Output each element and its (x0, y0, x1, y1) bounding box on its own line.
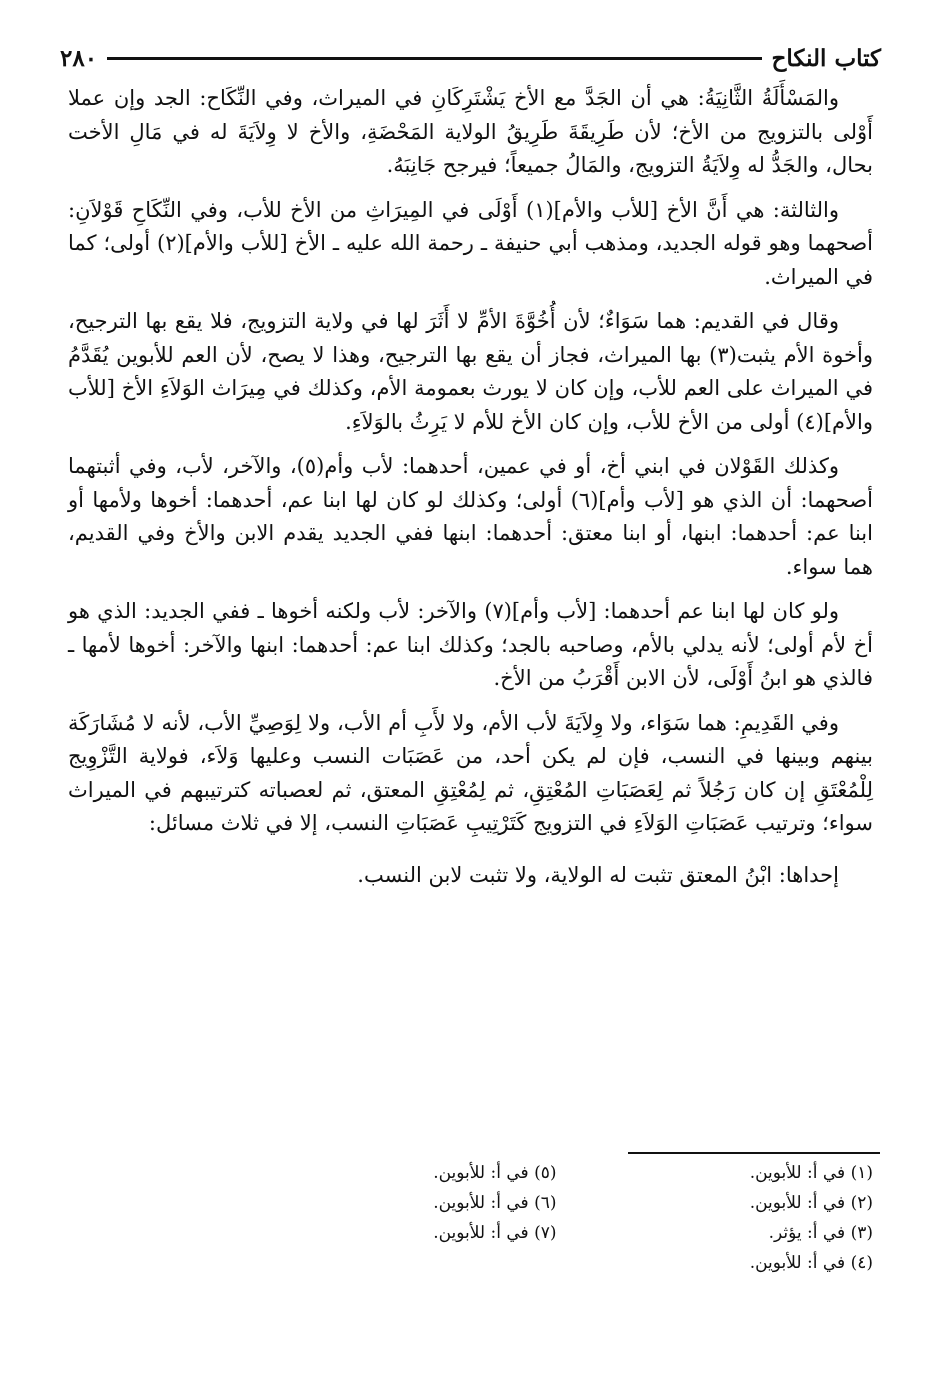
paragraph-guardianship: وفي القَدِيمِ: هما سَوَاء، ولا وِلاَيَةَ لأب الأم، ولا لأَبِ أم الأب، ولا لِوَصِيِّ الأب، لأنه لا مُشَارَكَة بينهم وبينها في النسب، فإن لم يكن أحد، من عَصَبَات النسب وعليها وَلاَء، فولاية التَّزْوِيج لِلْمُعْتَقِ إن كان رَجُلاً ثم لِعَصَبَاتِ المُعْتِقِ، ثم لِمُعْتِقِ المعتق، ثم لعصباته كترتيبهم في الميراث سواء؛ وترتيب عَصَبَاتِ الوَلاَءِ في التزويج كَتَرْتِيبِ عَصَبَاتِ النسب، إلا في ثلاث مسائل: (68, 710, 873, 835)
page-number: ٢٨٠ (60, 44, 98, 72)
paragraph-third-issue: والثالثة: هي أَنَّ الأخ [للأب والأم](١) أَوْلَى في المِيرَاثِ من الأخ للأب، وفي النِّكَاحِ قَوْلاَنِ: أصحهما وهو قوله الجديد، ومذهب أبي حنيفة ـ رحمة الله عليه ـ الأخ [للأب والأم](٢) أولى؛ كما في الميراث. (68, 197, 874, 289)
running-title: كتاب النكاح (771, 44, 881, 72)
footnote-7: (٧) في أ: للأبوين. (433, 1223, 557, 1243)
paragraph-first-exception: إحداها: ابْنُ المعتق تثبت له الولاية، ولا تثبت لابن النسب. (357, 862, 839, 887)
footnote-1: (١) في أ: للأبوين. (749, 1163, 873, 1183)
paragraph-old-opinion: وقال في القديم: هما سَوَاءٌ؛ لأن أُخُوَّةَ الأمِّ لا أَثَرَ لها في ولاية التزويج، فلا يقع بها الترجيح، وأخوة الأم يثبت(٣) بها الميراث، فجاز أن يقع بها الترجيح، وهذا لا يصح، لأن العم للأبوين يُقَدَّمُ في الميراث على العم للأب، وإن كان لا يورث بعمومة الأم، وكذلك في مِيرَاث الوَلاَءِ الأخ [للأب والأم](٤) أولى من الأخ للأب، وإن كان الأخ للأم لا يَرِثُ بالوَلاَءِ. (68, 309, 873, 434)
footnote-6: (٦) في أ: للأبوين. (433, 1193, 557, 1213)
footnote-column-right (557, 1158, 874, 1278)
paragraph-second-issue: والمَسْأَلَةُ الثَّانِيَةُ: هي أن الجَدَّ مع الأخ يَشْتَرِكَانِ في الميراث، وفي النِّكَاح: الجد وإن عملا أَوْلى بالتزويج من الأخ؛ لأن طَرِيقَةَ طَرِيقُ الولاية المَحْضَةِ، والأخ لا وِلاَيَةَ له في مَالِ الأخت بحال، والجَدُّ له وِلاَيَةُ التزويج، والمَالُ جميعاً؛ فيرجح جَانِبَهُ. (68, 86, 873, 177)
footnote-separator (628, 1152, 880, 1154)
footnote-column-left (240, 1158, 557, 1278)
main-text (68, 82, 873, 903)
page-header (60, 38, 881, 78)
header-rule (107, 57, 761, 60)
footnote-3: (٣) في أ: يؤثر. (768, 1223, 873, 1243)
paragraph-cousins: ولو كان لها ابنا عم أحدهما: [لأب وأم](٧) والآخر: لأب ولكنه أخوها ـ ففي الجديد: الذي هو أخ لأم أولى؛ لأنه يدلي بالأم، وصاحبه بالجد؛ وكذلك ابنا عم: أحدهما: ابنها والآخر: أخوها لأمها ـ فالذي هو ابنُ أَوْلَى، لأن الابن أَقْرَبُ من الأخ. (68, 599, 873, 690)
footnote-5: (٥) في أ: للأبوين. (433, 1163, 557, 1183)
footnote-4: (٤) في أ: للأبوين. (749, 1253, 873, 1273)
footnotes (240, 1158, 873, 1278)
paragraph-two-opinions: وكذلك القَوْلان في ابني أخ، أو في عمين، أحدهما: لأب وأم(٥)، والآخر، لأب، وفي أثبتهما أصحهما: أن الذي هو [لأب وأم](٦) أولى؛ وكذلك لو كان لها ابنا عم، أحدهما: أخوها ولأمها أو ابنا عم: أحدهما: ابنها، أو ابنا معتق: أحدهما: ابنها ففي الجديد يقدم الابن والأخ وفي القديم، هما سواء. (68, 454, 873, 579)
footnote-2: (٢) في أ: للأبوين. (749, 1193, 873, 1213)
